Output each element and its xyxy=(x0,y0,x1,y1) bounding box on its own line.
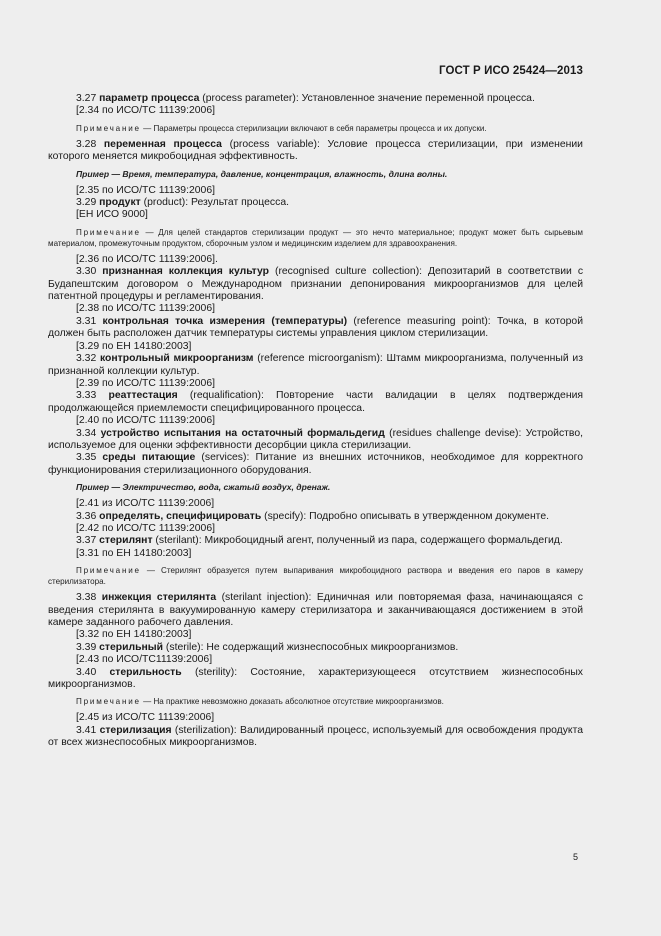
definition-3-27: 3.27 параметр процесса (process parameter): Установленное значение переменной процесса. xyxy=(76,93,535,104)
page-number: 5 xyxy=(572,852,578,862)
note: Примечание — Для целей стандартов стерилизации продукт — это нечто материальное; продукт может быть сырьевым материалом, промежуточным продуктом, сборочным узлом и медицинским изделием для здравоохранения. xyxy=(48,227,583,248)
document-body xyxy=(48,93,583,750)
reference: [3.29 по ЕН 14180:2003] xyxy=(76,340,192,352)
definition-3-30: 3.30 признанная коллекция культур (recognised culture collection): Депозитарий в соответствии с Будапештским договором о Международном признании депонирования микроорганизмов для целей патентной процедуры и регламентирования. xyxy=(48,266,584,303)
definition-3-28: 3.28 переменная процесса (process variable): Условие процесса стерилизации, при изменении которого меняется микробоцидная эффективность. xyxy=(48,138,583,163)
definition-3-38: 3.38 инжекция стерилянта (sterilant injection): Единичная или повторяемая фаза, начинающаяся с введения стерилянта в вакуумированную камеру стерилизатора и заканчивающаяся достижением в этой камере заданного рабочего давления. xyxy=(48,592,583,628)
reference: [3.32 по ЕН 14180:2003] xyxy=(76,629,192,641)
reference: [2.39 по ИСО/ТС 11139:2006] xyxy=(76,377,215,389)
definition-3-35: 3.35 среды питающие (services): Питание из внешних источников, необходимое для корректного функционирования стерилизационного оборудования. xyxy=(48,452,583,476)
term: параметр процесса xyxy=(99,93,200,104)
reference: [2.38 по ИСО/ТС 11139:2006] xyxy=(76,303,215,315)
note: Примечание — На практике невозможно доказать абсолютное отсутствие микроорганизмов. xyxy=(76,697,444,707)
document-header: ГОСТ Р ИСО 25424—2013 xyxy=(438,65,583,77)
note: Примечание — Параметры процесса стерилизации включают в себя параметры процесса и их допуски. xyxy=(76,123,487,133)
reference: [2.41 из ИСО/ТС 11139:2006] xyxy=(76,498,215,510)
definition-3-34: 3.34 устройство испытания на остаточный формальдегид (residues challenge devise): Устройство, используемое для оценки эффективности десорбции цикла стерилизации. xyxy=(48,427,583,451)
reference: [2.43 по ИСО/ТС11139:2006] xyxy=(76,654,213,666)
reference: [2.45 из ИСО/ТС 11139:2006] xyxy=(76,712,215,724)
reference: [2.34 по ИСО/ТС 11139:2006] xyxy=(76,105,215,117)
definition-3-41: 3.41 стерилизация (sterilization): Валидированный процесс, используемый для освобождения продукта от всех жизнеспособных микроорганизмов. xyxy=(48,724,583,749)
definition-3-40: 3.40 стерильность (sterility): Состояние, характеризующееся отсутствием жизнеспособных микроорганизмов. xyxy=(48,666,584,691)
example: Пример — Электричество, вода, сжатый воздух, дренаж. xyxy=(76,482,331,493)
reference: [2.36 по ИСО/ТС 11139:2006]. xyxy=(76,253,218,265)
example: Пример — Время, температура, давление, концентрация, влажность, длина волны. xyxy=(76,168,448,179)
definition-3-31: 3.31 контрольная точка измерения (температуры) (reference measuring point): Точка, в которой должен быть расположен датчик температуры системы управления циклом стерилизации. xyxy=(48,315,583,340)
reference: [3.31 по ЕН 14180:2003] xyxy=(76,547,192,559)
reference: [ЕН ИСО 9000] xyxy=(76,209,148,221)
reference: [2.42 по ИСО/ТС 11139:2006] xyxy=(76,522,215,534)
definition-3-37: 3.37 стерилянт (sterilant): Микробоцидный агент, полученный из пара, содержащего формальдегид. xyxy=(76,535,563,547)
reference: [2.35 по ИСО/ТС 11139:2006] xyxy=(76,184,215,196)
definition-3-39: 3.39 стерильный (sterile): Не содержащий жизнеспособных микроорганизмов. xyxy=(76,641,459,653)
definition-3-33: 3.33 реаттестация (requalification): Повторение части валидации в целях подтверждения продолжающейся приемлемости специфицированного процесса. xyxy=(48,390,584,414)
definition-3-29: 3.29 продукт (product): Результат процесса. xyxy=(76,197,289,209)
reference: [2.40 по ИСО/ТС 11139:2006] xyxy=(76,415,215,427)
note: Примечание — Стерилянт образуется путем выпаривания микробоцидного раствора и введения его паров в камеру стерилизатора. xyxy=(48,566,583,587)
definition-3-36: 3.36 определять, специфицировать (specify): Подробно описывать в утвержденном документе. xyxy=(76,510,549,522)
definition-3-32: 3.32 контрольный микроорганизм (reference microorganism): Штамм микроорганизма, полученный из признанной коллекции культур. xyxy=(48,353,583,377)
